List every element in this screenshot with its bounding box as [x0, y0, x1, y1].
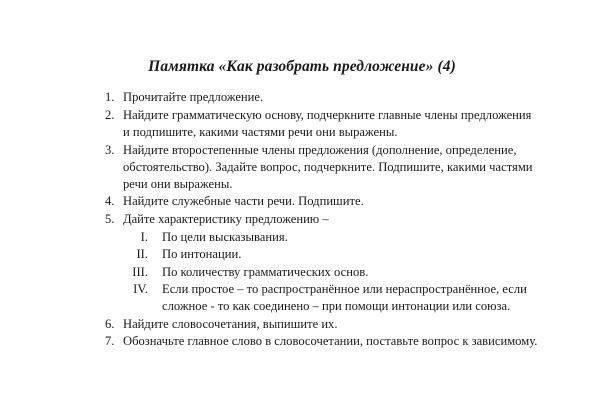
list-item-text: Найдите словосочетания, выпишите их.: [123, 317, 338, 331]
sublist-item-number: II.: [136, 247, 148, 261]
list-item-text: Обозначьте главное слово в словосочетании, поставьте вопрос к зависимому.: [123, 334, 538, 348]
document-title: Памятка «Как разобрать предложение» (4): [148, 58, 456, 75]
sublist-item-text: По цели высказывания.: [162, 230, 288, 244]
sublist-item-text: По интонации.: [162, 247, 242, 261]
sublist-item-number: III.: [132, 265, 148, 279]
list-item-number: 1.: [105, 90, 115, 104]
list-item-text: Прочитайте предложение.: [123, 90, 264, 104]
list-item-number: 5.: [105, 212, 115, 226]
list-item-number: 4.: [105, 194, 115, 208]
list-item-text: Дайте характеристику предложению –: [123, 212, 329, 226]
list-item-text: Найдите служебные части речи. Подпишите.: [123, 194, 364, 208]
list-item-number: 3.: [105, 143, 115, 157]
list-item-text: и подпишите, какими частями речи они выражены.: [123, 125, 398, 139]
sublist-item-text: сложное - то как соединено – при помощи интонации или союза.: [162, 299, 511, 313]
list-item-text: Найдите второстепенные члены предложения (дополнение, определение,: [123, 143, 517, 157]
sublist-item-text: По количеству грамматических основ.: [162, 265, 369, 279]
sublist-item-number: I.: [140, 230, 148, 244]
list-item-text: речи они выражены.: [123, 177, 233, 191]
list-item-text: Найдите грамматическую основу, подчеркните главные члены предложения: [123, 108, 532, 122]
list-item-number: 6.: [105, 317, 115, 331]
list-item-number: 2.: [105, 108, 115, 122]
list-item-number: 7.: [105, 334, 115, 348]
sublist-item-number: IV.: [133, 282, 148, 296]
list-item-text: обстоятельство). Задайте вопрос, подчеркните. Подпишите, какими частями: [123, 160, 533, 174]
sublist-item-text: Если простое – то распространённое или нераспространённое, если: [162, 282, 527, 296]
